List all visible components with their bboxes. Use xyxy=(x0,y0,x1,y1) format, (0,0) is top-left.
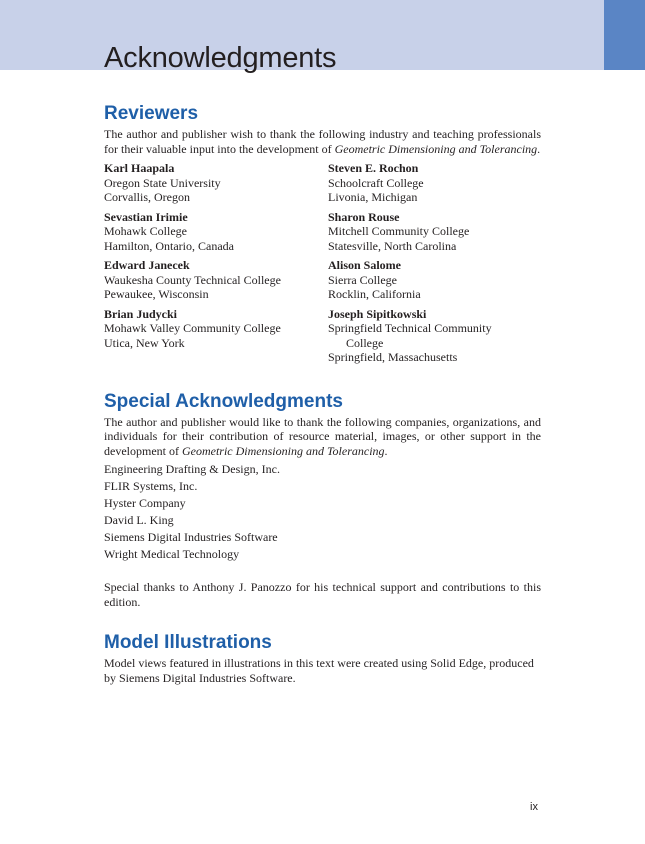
model-illustrations-heading: Model Illustrations xyxy=(104,632,272,653)
page-content xyxy=(104,103,541,685)
reviewer-entry xyxy=(328,161,541,205)
reviewer-name: Sharon Rouse xyxy=(328,209,400,224)
reviewer-institution: Springfield Technical Community xyxy=(328,321,492,335)
reviewer-name: Edward Janecek xyxy=(104,258,190,272)
reviewer-location: Corvallis, Oregon xyxy=(104,190,190,204)
list-item: FLIR Systems, Inc. xyxy=(104,479,198,493)
reviewer-institution: Sierra College xyxy=(328,272,397,287)
reviewers-heading: Reviewers xyxy=(104,103,199,124)
special-acknowledgments-intro xyxy=(104,415,541,459)
special-intro-end: . xyxy=(384,443,388,458)
reviewers-intro-end: . xyxy=(537,141,541,156)
reviewers-list xyxy=(104,161,541,370)
header-tab xyxy=(604,0,645,70)
special-intro-text: The author and publisher would like to thank the following companies, organizations, and individuals for their contribution of resource material, images, or other support in the development of xyxy=(104,414,541,458)
reviewer-entry xyxy=(328,210,541,254)
reviewer-location: Hamilton, Ontario, Canada xyxy=(104,238,234,253)
reviewer-location: Utica, New York xyxy=(104,335,185,350)
reviewers-intro-book-title: Geometric Dimensioning and Tolerancing xyxy=(334,141,538,156)
reviewer-institution: Schoolcraft College xyxy=(328,175,424,190)
list-item: Wright Medical Technology xyxy=(104,547,240,561)
reviewer-entry xyxy=(104,307,328,351)
reviewer-entry xyxy=(104,210,328,254)
reviewers-right-column xyxy=(328,161,541,370)
model-illustrations-section xyxy=(104,632,541,685)
page-number: ix xyxy=(530,801,538,813)
reviewers-intro-text: The author and publisher wish to thank the following industry and teaching professionals for their valuable input into the development of xyxy=(104,127,541,156)
special-intro-book-title: Geometric Dimensioning and Tolerancing xyxy=(181,443,385,458)
reviewer-institution: Mohawk College xyxy=(104,224,187,238)
reviewer-location: Springfield, Massachusetts xyxy=(328,350,458,364)
reviewer-location: Pewaukee, Wisconsin xyxy=(104,287,209,301)
reviewer-name: Sevastian Irimie xyxy=(104,209,188,224)
reviewer-institution: Mohawk Valley Community College xyxy=(104,321,281,335)
reviewer-name: Alison Salome xyxy=(328,258,402,272)
list-item: Siemens Digital Industries Software xyxy=(104,530,278,544)
model-illustrations-text: Model views featured in illustrations in this text were created using Solid Edge, produced by Siemens Digital Industries Software. xyxy=(104,656,534,685)
page-title: Acknowledgments xyxy=(104,42,337,74)
reviewer-name: Karl Haapala xyxy=(104,161,175,175)
reviewer-location: Statesville, North Carolina xyxy=(328,238,457,253)
reviewer-name: Joseph Sipitkowski xyxy=(328,306,427,321)
special-thanks-text: Special thanks to Anthony J. Panozzo for his technical support and contributions to this edition. xyxy=(104,580,541,609)
special-acknowledgments-section xyxy=(104,391,541,610)
reviewer-entry xyxy=(328,307,541,365)
list-item: David L. King xyxy=(104,513,174,527)
reviewer-name: Brian Judycki xyxy=(104,306,178,321)
reviewer-institution: Oregon State University xyxy=(104,175,221,190)
reviewers-intro xyxy=(104,127,541,156)
reviewers-left-column xyxy=(104,161,328,370)
special-acknowledgments-heading: Special Acknowledgments xyxy=(104,390,343,412)
reviewer-institution-continued: College xyxy=(346,335,384,350)
list-item: Hyster Company xyxy=(104,496,186,510)
reviewer-location: Livonia, Michigan xyxy=(328,190,418,204)
reviewer-entry xyxy=(104,161,328,205)
reviewer-name: Steven E. Rochon xyxy=(328,161,419,175)
acknowledgment-list xyxy=(104,461,541,563)
list-item: Engineering Drafting & Design, Inc. xyxy=(104,462,280,476)
reviewer-entry xyxy=(328,258,541,302)
reviewer-entry xyxy=(104,258,328,302)
reviewer-location: Rocklin, California xyxy=(328,287,421,301)
reviewer-institution: Waukesha County Technical College xyxy=(104,272,281,287)
reviewer-institution: Mitchell Community College xyxy=(328,224,470,238)
